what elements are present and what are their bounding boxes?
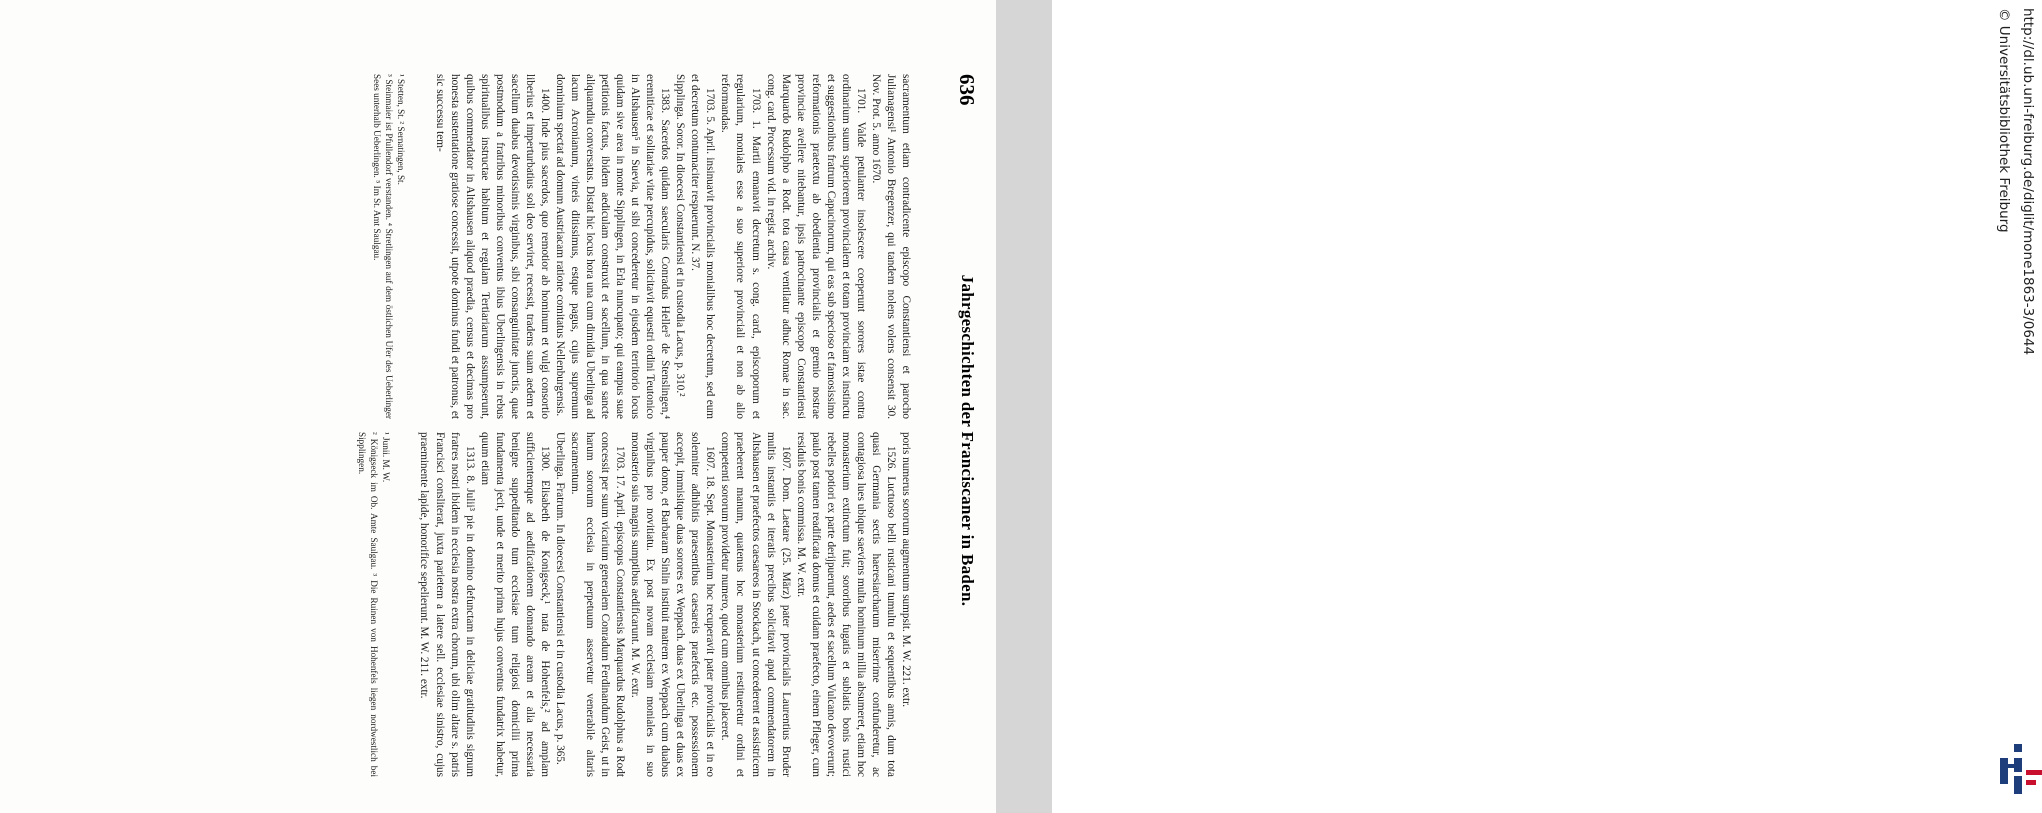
left-column-paragraph: 1400. Inde pius sacerdos, quo remotior ab hominum et vulgi consortio liberius et imperturbatius soli deo serviret, recessit, tradens suam aedem et sacellum duabus devotissimis virginibus, sibi consanguinitate junctis, quae postmodum a fratribus minoribus conventus ibius Uberlingensis in rebus spiritualibus instructae habitum et regulam Tertiariarum assumpserunt, quibus commendator in Altshausen aliquod praedia, census et decimas pro honesta sustentatione gratiose concessit, utpote dominus fundi et patronus, et sic successu tem- <box>433 74 551 419</box>
left-column-paragraph: 1701. Valde petulanter insolescere coeperunt sorores istae contra ordinarium suum superiorem provincialem et totam provinciam ex instinctu et suggestionibus fratrum Capucinorum, qui eas sub specioso et famosissimo reformationis praetextu ab obedientia provincialis et gremio nostrae provinciae avellere nitebantur, ipsis patrocinante episcopo Constantiensi Marquardo Rudolpho a Rodt. tota causa ventilatur adhuc Romae in sac. cong. card. Processum vid. in regist. archiv. <box>764 74 867 419</box>
right-column-footnote: ² Königseck im Ob. Amte Saulgau. ³ Die Ruinen von Hohenfels liegen nordwestlich bei Sipplingen. <box>357 432 380 777</box>
left-column-footnote: ¹ Stetten, St. ² Sernatingen, St. <box>396 74 407 185</box>
left-column <box>372 74 914 419</box>
right-column <box>356 432 913 777</box>
right-column-footnote: ¹ Junii. M. W. <box>381 432 392 483</box>
scanned-page <box>0 0 996 813</box>
left-column-footnote: ³ Steinmaier ist Pfullendorf verstanden. ⁴ Stretlingen auf dem östlichen Ufer des Ueberlinger Sees unterhalb Ueberlingen. ⁵ Im St. Amt Saulgau. <box>372 74 395 419</box>
university-library-logo-icon <box>2000 744 2042 794</box>
right-column-paragraph: poris numerus sororum augmentum sumpsit. M. W. 221. extr. <box>900 432 912 708</box>
library-sidebar <box>996 0 2036 813</box>
right-column-paragraph: 1607. 18. Sept. Monasterium hoc recuperavit pater provincialis et in eo solenniter adhibitis praesentibus caesareis praefectis etc. possessionem accepit, immisitque duas sorores ex Weppach. duas ex Uberlinga et duas ex pauper domo, et Barbaram Sinlin instituit matrem ex Weppach cum duabus virginibus pro novitiatu. Ex post novam ecclesiam moniales in suo monasterio suis magnis sumptibus aedificarunt. M. W. extr. <box>629 432 717 777</box>
left-column-paragraph: Sipplinga. Soror. In dioecesi Constantiensi et in custodia Lacus, p. 310.² <box>674 74 687 397</box>
running-title: Jahrgeschichten der Franciscaner in Baden. <box>958 274 977 607</box>
source-url[interactable]: http://dl.ub.uni-freiburg.de/diglit/mone1863-3/0644 <box>2020 8 2036 356</box>
right-column-paragraph: 1300. Elisabeth de Konigseck,¹ nata de Hohenfels,² ad amplam sufficientemque ad aedificationem domando aream et alia necessaria benigne suppeditando tum ecclesiae tum religiosi domicilii prima fundamenta jecit, unde et merito prima hujus conventus fundatrix habetur, quum etiam <box>478 432 551 777</box>
page-number: 636 <box>955 74 979 106</box>
right-column-paragraph: Uberlinga. Fratrum. In dioecesi Constantiensi et in custodia Lacus, p. 365. <box>553 432 566 765</box>
left-column-paragraph: 1383. Sacerdos quidam saecularis Conradus Heller³ de Stenslingen,⁴ eremiticae et solitariae vitae percupidus, solicitavit equestri ordini Teutonico in Altshausen⁵ in Suevia, ut sibi concederetur in ejusdem territorio locus quidam sive area in monte Sipplingen, in Erla nuncupato; qui eampus suae petitionis factus, ibidem aediculam construxit et sacellum, in qua sancte aliquamdiu conversatus. Distat hic locus hora una cum dimidia Uberlinga ad lacum Acronianum, vineis ditissimus, estque pagus, cujus supremum dominium spectat ad domum Austriacam ratione comitatus Nellenburgensis. <box>553 74 672 419</box>
left-column-paragraph: sacramentum etiam contradicente episcopo Constantiensi et parocho Julianagensi¹ Antonio Bregenzer, qui tandem nolens volens consensit 30. Nov. Prot. 5. anno 1670. <box>869 74 912 419</box>
page-header <box>923 0 993 813</box>
right-column-paragraph: 1313. 8. Julii³ pie in domino defunctam in deliciae gratitudinis signum fratres nostri ibidem in ecclesia nostra extra chorum, ubi olim altare s. patris Francisci consliterat, juxta parietem a latere sell. ecclesiae sinistro, cujus praeminente lapide, honorifice sepelierunt. M. W. 211. extr. <box>418 432 476 777</box>
left-column-paragraph: 1703. 5. April. insinuavit provincialis monialibus hoc decretum, sed eum et decretum contumaciter respuerunt. N. 37. <box>689 74 717 419</box>
left-column-paragraph: 1703. 1. Martii emanavit decretum s. cong. card., episcoporum et regularium, moniales esse a suo superiore provinciali et non ab alio reformandas. <box>719 74 762 419</box>
right-column-paragraph: 1703. 17. April. episcopus Constantiensis Marquardus Rudolphus a Rodt concessit per suum vicarium generalem Conradum Ferdinandum Geist, ut in harum sororum ecclesia in perpetuum asservetur venerabile altaris sacramentum. <box>568 432 627 777</box>
right-column-paragraph: 1607. Dom. Laetare (25. März) pater provincialis Laurentius Bruder multis instantiis et iteratis precibus solicitavit apud commendatorem in Altshausen et praefectos caesareos in Stockach, ut concederent et assistricem praeberent manum, quatenus hoc monasterium restitueretur ordini et competenti sororum providetur numero, quod cum omnibus placeret. <box>719 432 792 777</box>
copyright-notice: © Universitätsbibliothek Freiburg <box>1996 8 2012 233</box>
page-content <box>0 0 993 813</box>
right-column-paragraph: 1526. Luctuoso belli rusticani tumultu et sequentibus annis, dum tota quasi Germania sectis haeresiarcharum miserrime confunderetur, ac contagiosa lues ubique saeviens multa hominum millia absumeret, etiam hoc monasterium extinctum fuit; sororibus fugatis et sublatis bonis rustici rebelles potiori ex parte derijpuerunt, aedes et sacellum Vulcano devoverunt; paulo post tamen readificata domus et cuidam praefecto, einem Pfleger, cum residuis bonis commissa. M. W. extr. <box>794 432 897 777</box>
